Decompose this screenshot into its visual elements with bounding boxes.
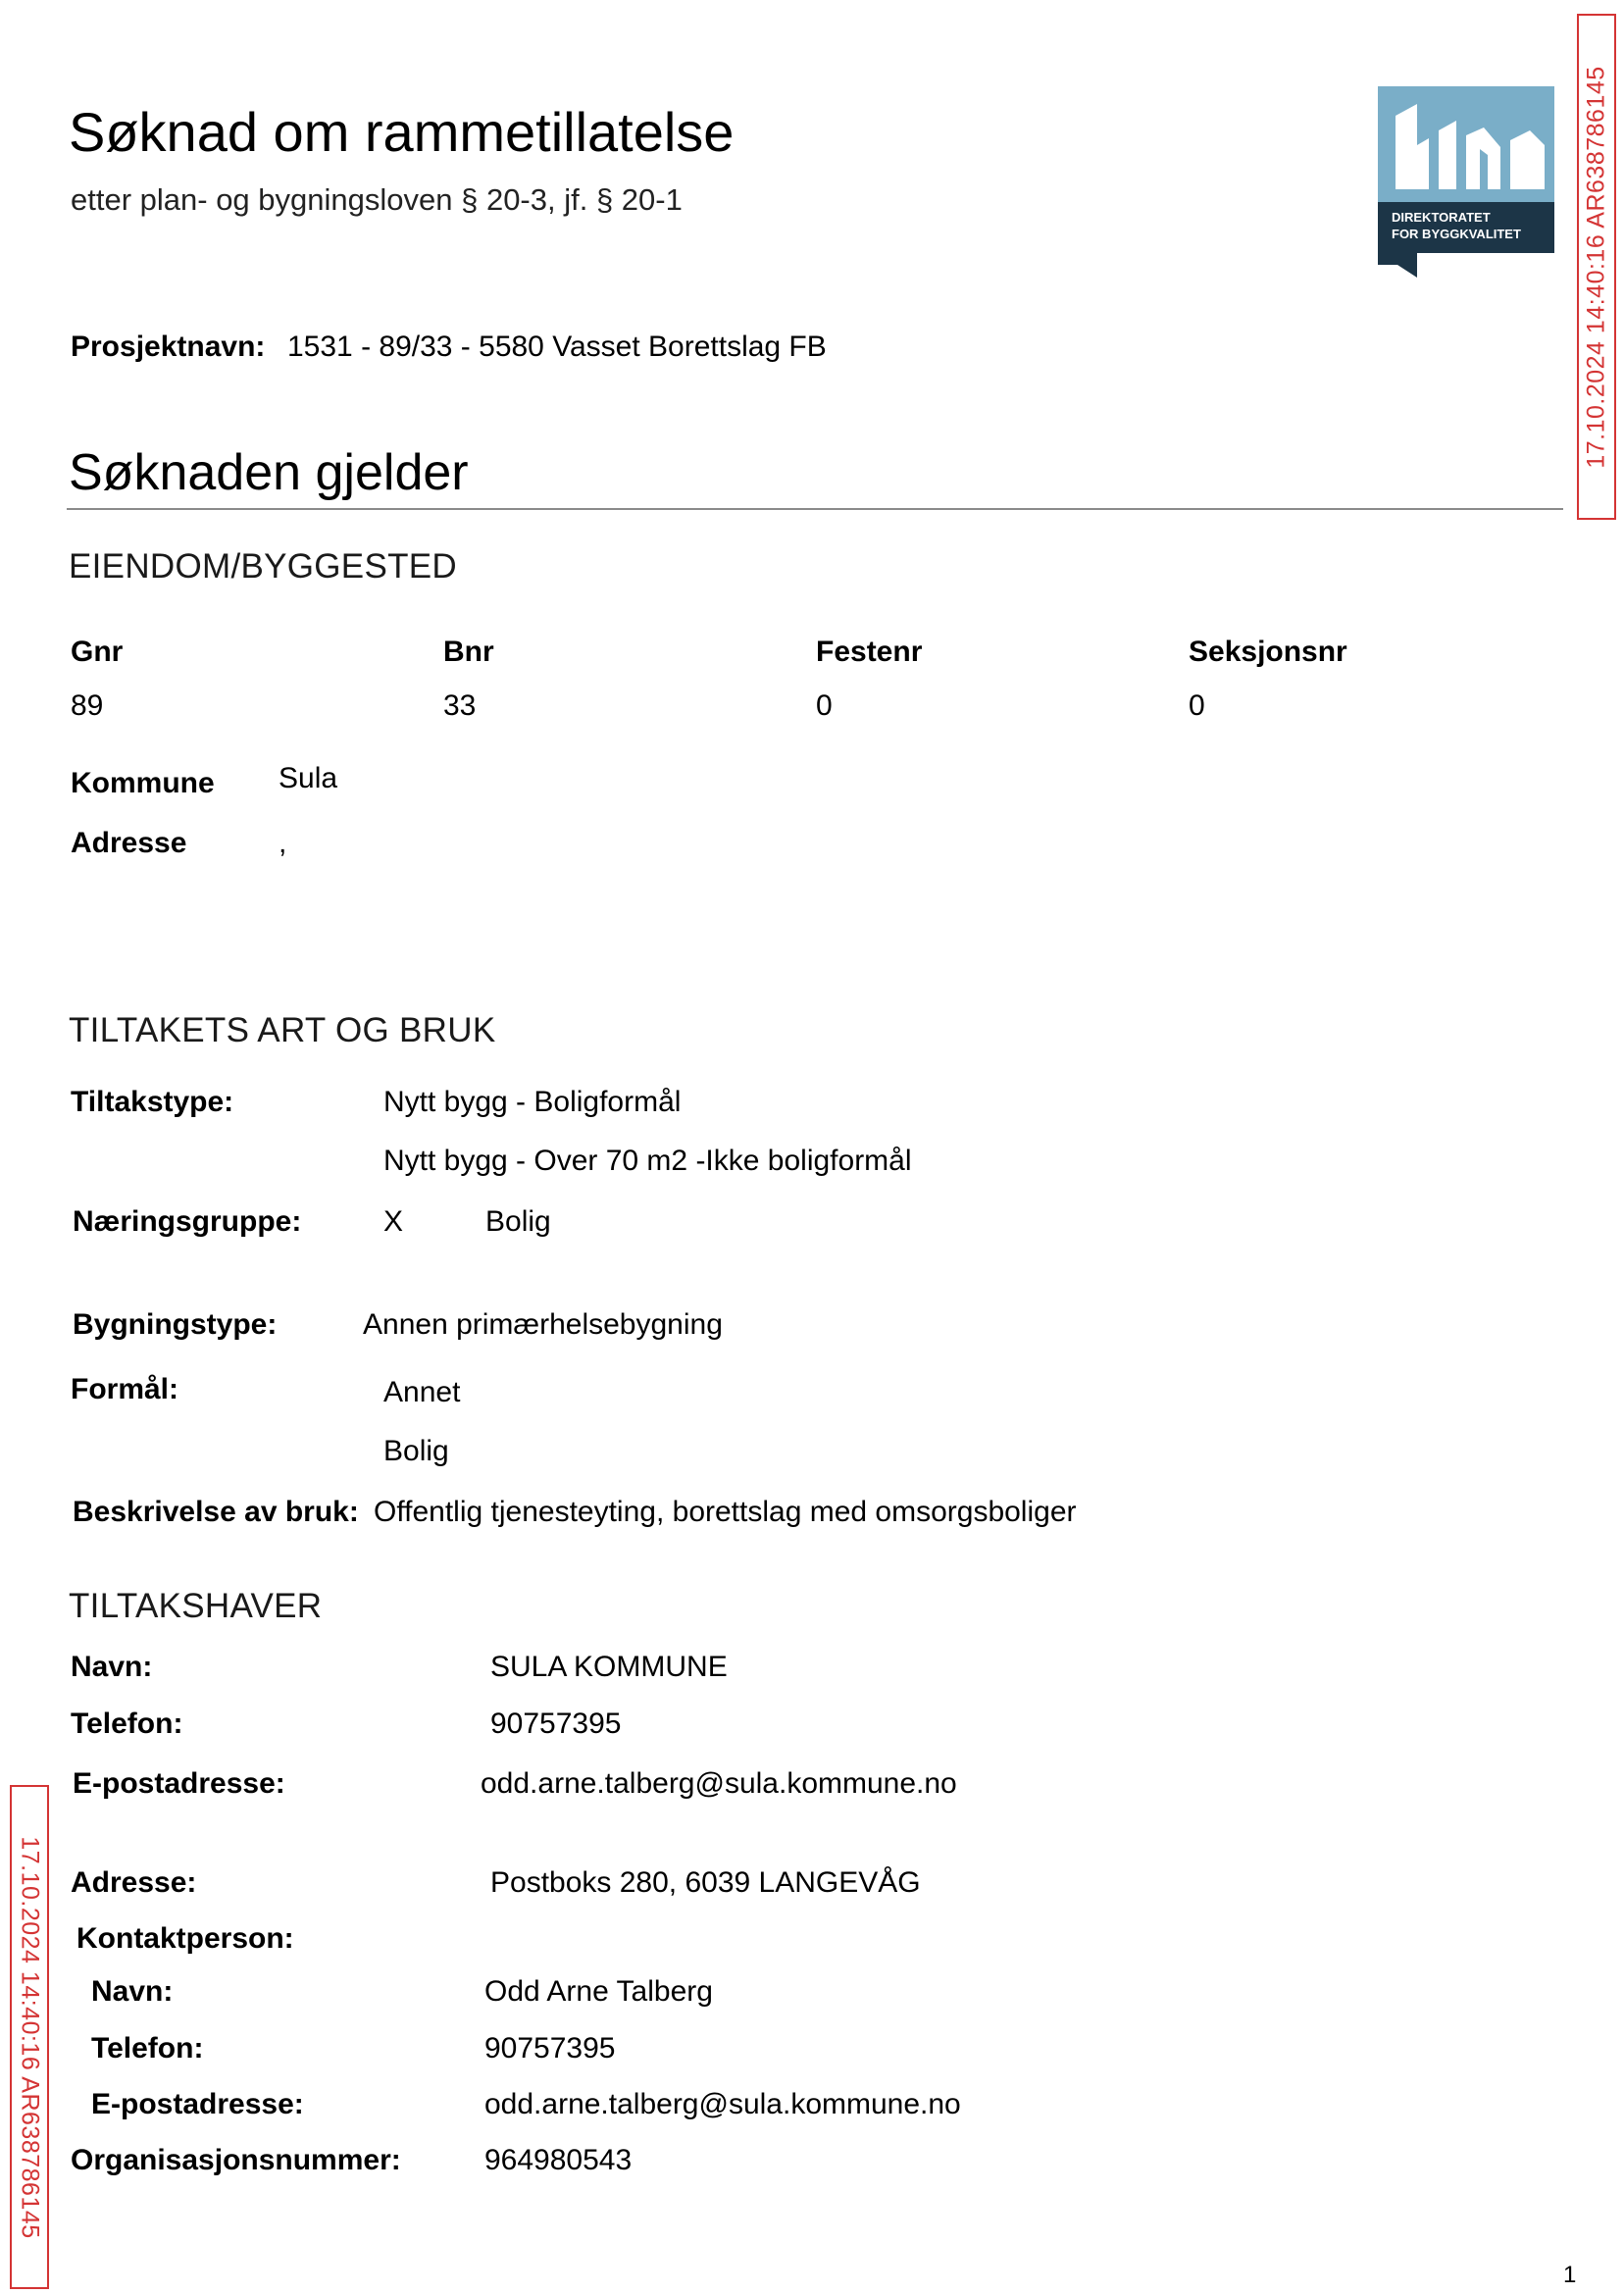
tiltakstype-value: Nytt bygg - Over 70 m2 -Ikke boligformål xyxy=(383,1145,912,1177)
kontaktperson-label: Kontaktperson: xyxy=(76,1922,294,1955)
tiltakstype-label: Tiltakstype: xyxy=(71,1086,234,1118)
naeringsgruppe-value: Bolig xyxy=(485,1205,551,1238)
kontakt-epost-label: E-postadresse: xyxy=(91,2088,304,2120)
festenr-label: Festenr xyxy=(816,636,923,668)
navn-value: SULA KOMMUNE xyxy=(490,1651,728,1683)
beskrivelse-value: Offentlig tjenesteyting, borettslag med omsorgsboliger xyxy=(374,1496,1077,1528)
seksjonsnr-label: Seksjonsnr xyxy=(1189,636,1347,668)
gnr-label: Gnr xyxy=(71,636,124,668)
kommune-value: Sula xyxy=(279,762,338,794)
naeringsgruppe-code: X xyxy=(383,1205,404,1238)
page-number: 1 xyxy=(1563,2262,1577,2288)
gnr-value: 89 xyxy=(71,689,104,722)
adresse-value: Postboks 280, 6039 LANGEVÅG xyxy=(490,1866,921,1899)
logo-text-line2: FOR BYGGKVALITET xyxy=(1392,227,1521,241)
orgnr-value: 964980543 xyxy=(484,2144,633,2176)
project-label: Prosjektnavn: xyxy=(71,331,266,363)
kontakt-navn-label: Navn: xyxy=(91,1975,174,2008)
stamp-text: 17.10.2024 14:40:16 AR638786145 xyxy=(16,1835,44,2239)
timestamp-stamp-bottom xyxy=(10,1785,49,2289)
formal-value: Annet xyxy=(383,1376,461,1408)
formal-value: Bolig xyxy=(383,1435,449,1467)
stamp-text: 17.10.2024 14:40:16 AR638786145 xyxy=(1582,65,1610,469)
bygningstype-value: Annen primærhelsebygning xyxy=(363,1308,723,1341)
bnr-value: 33 xyxy=(443,689,477,722)
logo-ribbon-tail xyxy=(1378,253,1417,278)
bygningstype-label: Bygningstype: xyxy=(73,1308,278,1341)
project-value: 1531 - 89/33 - 5580 Vasset Borettslag FB xyxy=(287,331,827,363)
kontakt-telefon-value: 90757395 xyxy=(484,2032,616,2065)
logo-text-line1: DIREKTORATET xyxy=(1392,210,1491,225)
bnr-label: Bnr xyxy=(443,636,494,668)
kontakt-navn-value: Odd Arne Talberg xyxy=(484,1975,713,2008)
telefon-value: 90757395 xyxy=(490,1708,622,1740)
adresse-label: Adresse xyxy=(71,827,187,859)
beskrivelse-label: Beskrivelse av bruk: xyxy=(73,1496,359,1528)
naeringsgruppe-label: Næringsgruppe: xyxy=(73,1205,302,1238)
festenr-value: 0 xyxy=(816,689,833,722)
formal-label: Formål: xyxy=(71,1373,179,1405)
heading-divider xyxy=(67,508,1563,510)
navn-label: Navn: xyxy=(71,1651,153,1683)
adresse-value: , xyxy=(279,827,287,859)
document-subtitle: etter plan- og bygningsloven § 20-3, jf. § 20-1 xyxy=(71,182,683,217)
kontakt-telefon-label: Telefon: xyxy=(91,2032,204,2065)
timestamp-stamp-top xyxy=(1577,14,1616,520)
kontakt-epost-value: odd.arne.talberg@sula.kommune.no xyxy=(484,2088,961,2120)
telefon-label: Telefon: xyxy=(71,1708,183,1740)
section-heading-tiltakshaver: TILTAKSHAVER xyxy=(69,1587,323,1625)
document-title: Søknad om rammetillatelse xyxy=(69,101,735,163)
dibk-logo xyxy=(1378,86,1554,278)
adresse-label: Adresse: xyxy=(71,1866,197,1899)
epost-label: E-postadresse: xyxy=(73,1767,285,1800)
orgnr-label: Organisasjonsnummer: xyxy=(71,2144,401,2176)
epost-value: odd.arne.talberg@sula.kommune.no xyxy=(481,1767,957,1800)
section-heading-eiendom: EIENDOM/BYGGESTED xyxy=(69,547,457,586)
kommune-label: Kommune xyxy=(71,767,215,799)
main-heading: Søknaden gjelder xyxy=(69,444,469,501)
logo-building-shape xyxy=(1439,121,1456,189)
section-heading-tiltak: TILTAKETS ART OG BRUK xyxy=(69,1011,496,1049)
tiltakstype-value: Nytt bygg - Boligformål xyxy=(383,1086,682,1118)
seksjonsnr-value: 0 xyxy=(1189,689,1205,722)
